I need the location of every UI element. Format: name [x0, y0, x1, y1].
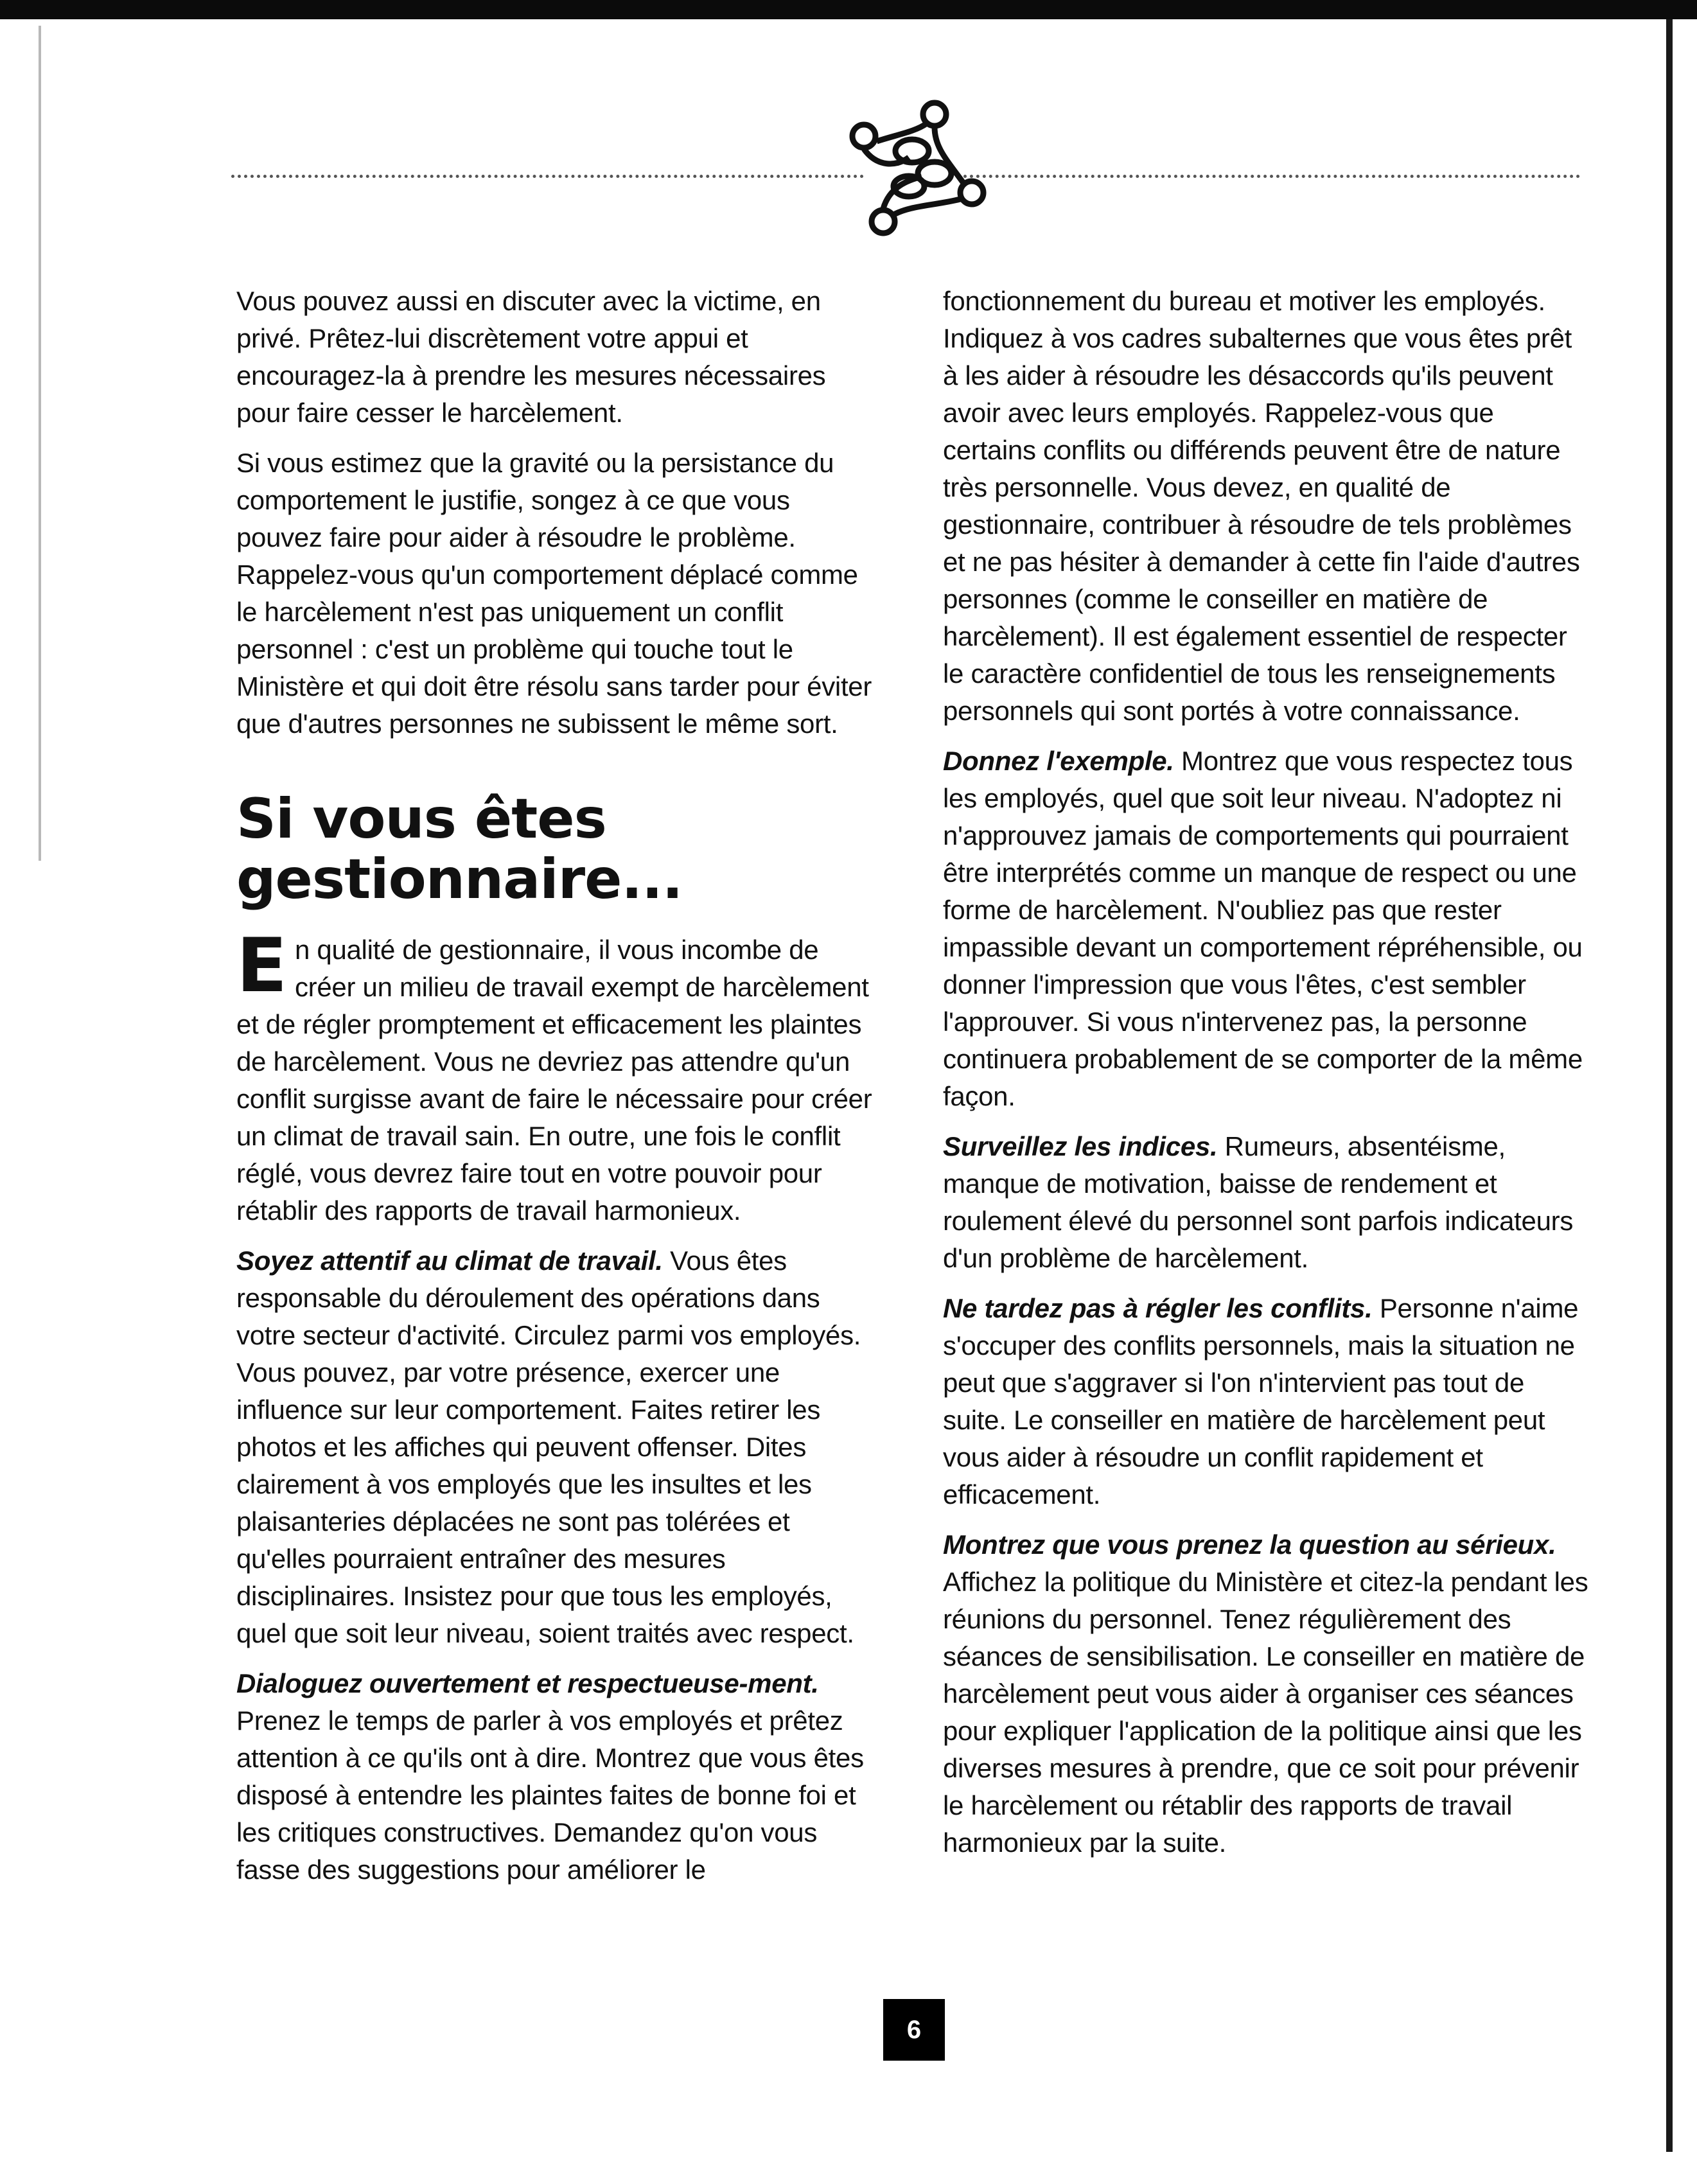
section-heading [236, 789, 879, 910]
tip-paragraph [236, 1242, 879, 1652]
tip-body: Personne n'aime s'occuper des conflits personnels, mais la situation ne peut que s'aggraver si l'on n'intervient pas tout de suite. Le conseiller en matière de harcèlement peut vous aider à résoudre un conflit rapidement et efficacement. [943, 1293, 1579, 1510]
tip-paragraph [943, 1290, 1592, 1513]
tip-lead: Dialoguez ouvertement et respectueuse-ment. [236, 1668, 819, 1698]
tip-paragraph [943, 1526, 1592, 1862]
page-number: 6 [883, 1999, 945, 2061]
interlocking-loops-ornament-icon [838, 96, 992, 244]
tip-body: Rumeurs, absentéisme, manque de motivation, baisse de rendement et roulement élevé du personnel sont parfois indicateurs d'un problème de harcèlement. [943, 1131, 1574, 1273]
tip-paragraph [236, 1665, 879, 1889]
tip-body: Affichez la politique du Ministère et citez-la pendant les réunions du personnel. Tenez régulièrement des séances de sensibilisation. Le conseiller en matière de harcèlement peut vous aider à organiser ces séances pour expliquer l'application de la politique ainsi que les diverses mesures à prendre, que ce soit pour prévenir le harcèlement ou rétablir des rapports de travail harmonieux par la suite. [943, 1567, 1588, 1858]
opening-paragraph [236, 922, 879, 1229]
drop-cap: E [236, 922, 287, 1009]
tip-lead: Donnez l'exemple. [943, 746, 1174, 776]
tip-lead: Montrez que vous prenez la question au sérieux. [943, 1529, 1556, 1560]
scan-border-left [39, 26, 41, 861]
continuation-paragraph: fonctionnement du bureau et motiver les employés. Indiquez à vos cadres subalternes que vous êtes prêt à les aider à résoudre les désaccords qu'ils peuvent avoir avec leurs employés. Rappelez-vous que certains conflits ou différends peuvent être de nature très personnelle. Vous devez, en qualité de gestionnaire, contribuer à résoudre de tels problèmes et ne pas hésiter à demander à cette fin l'aide d'autres personnes (comme le conseiller en matière de harcèlement). Il est également essentiel de respecter le caractère confidentiel de tous les renseignements personnels qui sont portés à votre connaissance. [943, 286, 1580, 726]
tip-paragraph [943, 1128, 1592, 1277]
section-heading-line: Si vous êtes [236, 787, 606, 851]
header-dotted-rule-left [231, 175, 864, 178]
tip-paragraph [943, 743, 1592, 1115]
right-column [943, 283, 1592, 1874]
tip-body: Prenez le temps de parler à vos employés et prêtez attention à ce qu'ils ont à dire. Montrez que vous êtes disposé à entendre les plaintes faites de bonne foi et les critiques constructives. Demandez qu'on vous fasse des suggestions pour améliorer le [236, 1705, 864, 1885]
header-dotted-rule-right [963, 175, 1580, 178]
intro-paragraph: Vous pouvez aussi en discuter avec la victime, en privé. Prêtez-lui discrètement votre appui et encouragez-la à prendre les mesures nécessaires pour faire cesser le harcèlement. [236, 286, 826, 428]
tip-body: Montrez que vous respectez tous les employés, quel que soit leur niveau. N'adoptez ni n'approuvez jamais de comportements qui pourraient être interprétés comme un manque de respect ou une forme de harcèlement. N'oubliez pas que rester impassible devant un comportement répréhensible, ou donner l'impression que vous l'êtes, c'est sembler l'approuver. Si vous n'intervenez pas, la personne continuera probablement de se comporter de la même façon. [943, 746, 1583, 1111]
opening-paragraph-text: n qualité de gestionnaire, il vous incombe de créer un milieu de travail exempt de harcèlement et de régler promptement et efficacement les plaintes de harcèlement. Vous ne devriez pas attendre qu'un conflit surgisse avant de faire le nécessaire pour créer un climat de travail sain. En outre, une fois le conflit réglé, vous devrez faire tout en votre pouvoir pour rétablir des rapports de travail harmonieux. [236, 935, 872, 1226]
scan-border-right [1666, 19, 1673, 2152]
left-column [236, 283, 879, 1901]
scan-border-top [0, 0, 1697, 19]
tip-body: Vous êtes responsable du déroulement des opérations dans votre secteur d'activité. Circulez parmi vos employés. Vous pouvez, par votre présence, exercer une influence sur leur comportement. Faites retirer les photos et les affiches qui peuvent offenser. Dites clairement à vos employés que les insultes et les plaisanteries déplacées ne sont pas tolérées et qu'elles pourraient entraîner des mesures disciplinaires. Insistez pour que tous les employés, quel que soit leur niveau, soient traités avec respect. [236, 1246, 861, 1648]
tip-lead: Surveillez les indices. [943, 1131, 1218, 1161]
section-heading-line: gestionnaire... [236, 847, 683, 911]
tip-lead: Ne tardez pas à régler les conflits. [943, 1293, 1373, 1323]
intro-paragraph: Si vous estimez que la gravité ou la persistance du comportement le justifie, songez à ce que vous pouvez faire pour aider à résoudre le problème. Rappelez-vous qu'un comportement déplacé comme le harcèlement n'est pas uniquement un conflit personnel : c'est un problème qui touche tout le Ministère et qui doit être résolu sans tarder pour éviter que d'autres personnes ne subissent le même sort. [236, 448, 872, 739]
tip-lead: Soyez attentif au climat de travail. [236, 1246, 663, 1276]
